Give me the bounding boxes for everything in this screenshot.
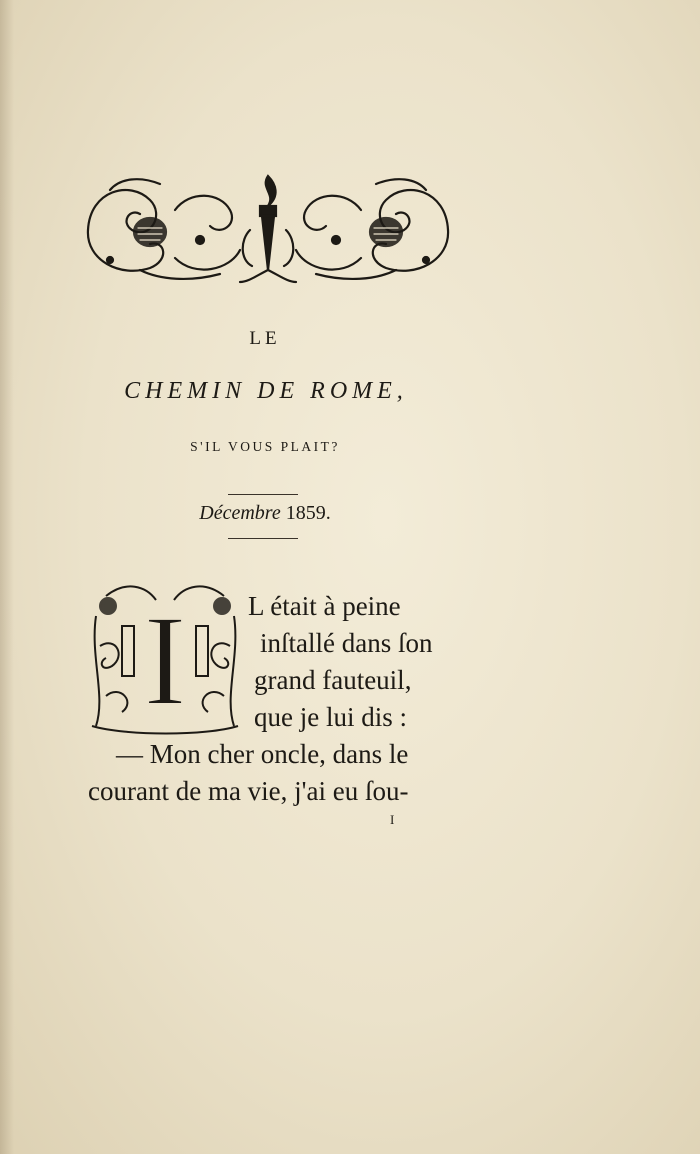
ornamental-headpiece-icon (80, 170, 456, 288)
lower-rule (228, 538, 298, 539)
title-line-le: LE (249, 328, 281, 349)
upper-rule (228, 494, 298, 495)
page-spine-shadow (0, 0, 14, 1154)
title-line-sub: S'IL VOUS PLAIT? (190, 439, 340, 454)
text-line-6: courant de ma vie, j'ai eu ſou- (88, 776, 409, 806)
text-line-3: grand fauteuil, (254, 665, 412, 695)
title-line-main: CHEMIN DE ROME, (124, 378, 408, 404)
date-year: 1859. (285, 502, 331, 524)
page-number: I (390, 812, 395, 827)
text-line-5: — Mon cher oncle, dans le (116, 739, 409, 769)
text-line-1: L était à peine (248, 591, 401, 621)
text-line-4: que je lui dis : (254, 702, 407, 732)
date-line (0, 502, 530, 525)
decorated-initial (86, 576, 244, 736)
initial-letter: I (143, 589, 187, 733)
date-month: Décembre (199, 502, 281, 524)
text-line-2: inſtallé dans ſon (260, 628, 433, 658)
